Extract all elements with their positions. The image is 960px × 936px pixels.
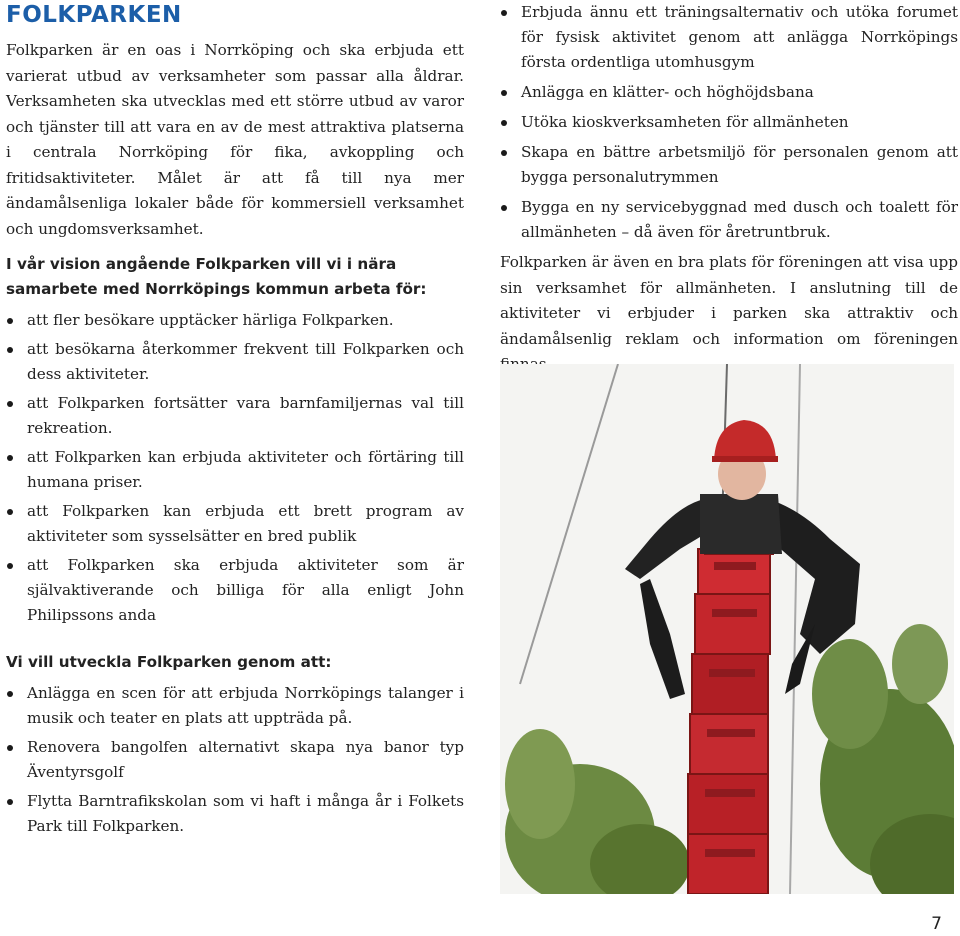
list-item: att fler besökare upptäcker härliga Folkparken.: [6, 308, 464, 333]
develop-heading: Vi vill utveckla Folkparken genom att:: [6, 653, 332, 671]
climber-photo-illustration: [500, 364, 954, 894]
page-title: FOLKPARKEN: [6, 2, 182, 28]
vision-list: [6, 308, 464, 628]
develop-section: [6, 646, 464, 843]
list-item: Anlägga en klätter- och höghöjdsbana: [500, 80, 958, 105]
list-item: att Folkparken fortsätter vara barnfamiljernas val till rekreation.: [6, 391, 464, 441]
list-item: att besökarna återkommer frekvent till Folkparken och dess aktiviteter.: [6, 337, 464, 387]
develop-list: [6, 681, 464, 839]
intro-paragraph: Folkparken är en oas i Norrköping och ska erbjuda ett varierat utbud av verksamheter som passar alla åldrar. Verksamheten ska utvecklas med ett större utbud av varor och tjänster till att vara en av de mest attraktiva platserna i centrala Norrköping för fika, avkoppling och fritidsaktiviteter. Målet är att få till nya mer ändamålsenliga lokaler både för kommersiell verksamhet och ungdomsverksamhet.: [6, 41, 464, 238]
page-number: 7: [931, 914, 942, 934]
list-item: att Folkparken kan erbjuda aktiviteter och förtäring till humana priser.: [6, 445, 464, 495]
list-item: Skapa en bättre arbetsmiljö för personalen genom att bygga personalutrymmen: [500, 140, 958, 190]
list-item: att Folkparken kan erbjuda ett brett program av aktiviteter som sysselsätter en bred publik: [6, 499, 464, 549]
right-column: [500, 0, 958, 378]
list-item: Bygga en ny servicebyggnad med dusch och toalett för allmänheten – då även för åretruntbruk.: [500, 195, 958, 245]
climber-photo: [500, 364, 954, 894]
list-item: Flytta Barntrafikskolan som vi haft i många år i Folkets Park till Folkparken.: [6, 789, 464, 839]
list-item: Anlägga en scen för att erbjuda Norrköpings talanger i musik och teater en plats att uppträda på.: [6, 681, 464, 731]
left-column: [6, 0, 464, 632]
list-item: Erbjuda ännu ett träningsalternativ och utöka forumet för fysisk aktivitet genom att anlägga Norrköpings första ordentliga utomhusgym: [500, 0, 958, 75]
list-item: Utöka kioskverksamheten för allmänheten: [500, 110, 958, 135]
vision-heading: I vår vision angående Folkparken vill vi i nära samarbete med Norrköpings kommun arbeta för:: [6, 255, 427, 298]
list-item: att Folkparken ska erbjuda aktiviteter som är självaktiverande och billiga för alla enligt John Philipssons anda: [6, 553, 464, 628]
associations-paragraph: Folkparken är även en bra plats för föreningen att visa upp sin verksamhet för allmänheten. I anslutning till de aktiviteter vi erbjuder i parken ska attraktiv och ändamålsenlig reklam och information om föreningen: [500, 253, 958, 348]
list-item: Renovera bangolfen alternativt skapa nya banor typ Äventyrsgolf: [6, 735, 464, 785]
develop-list-continued: [500, 0, 958, 245]
